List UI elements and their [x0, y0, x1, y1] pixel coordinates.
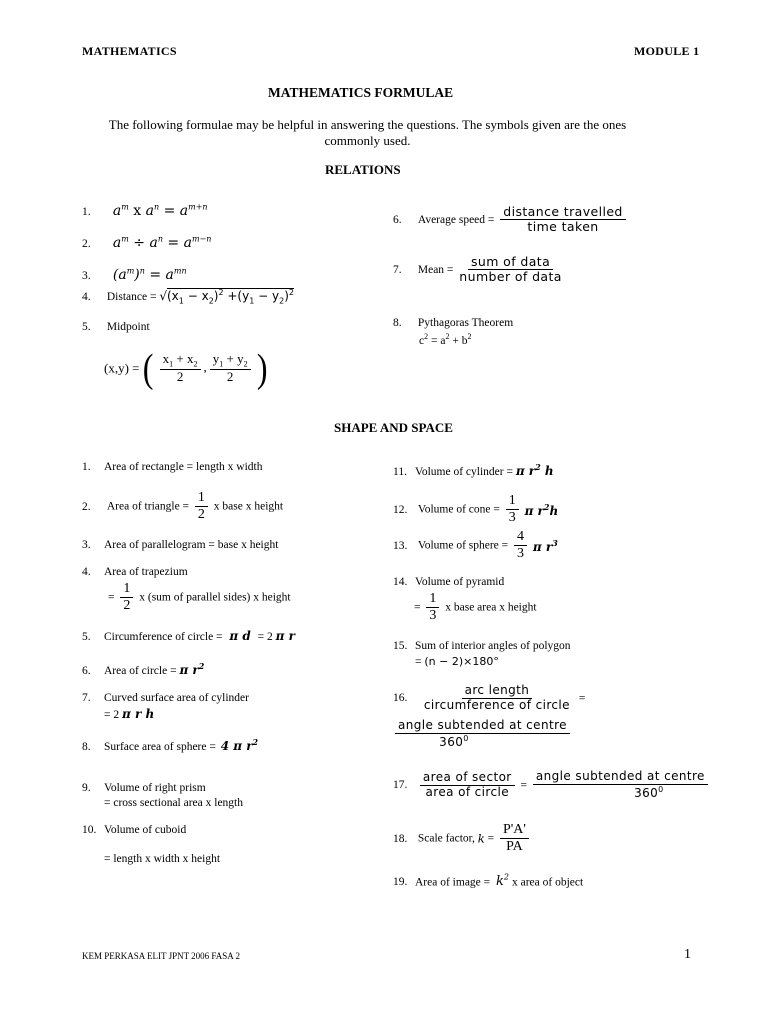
- third-fraction: $\frac{1}{3}$: [506, 493, 519, 526]
- shape-8: [82, 737, 258, 753]
- shape-2-num: 2.: [82, 500, 91, 513]
- shape-13: [393, 529, 558, 562]
- formula-power-division: $a^m \div a^n = a^{m-n}$: [112, 234, 212, 251]
- pythagoras-label: Pythagoras Theorem: [417, 317, 514, 329]
- scale-factor-fraction: [500, 822, 529, 855]
- cuboid-label: Volume of cuboid: [104, 824, 187, 836]
- triangle-area-rest: x base x height: [213, 500, 284, 513]
- pyramid-third-fraction: $\frac{1}{3}$: [426, 591, 439, 624]
- midpoint-x-fraction: $\frac{x_1 + x_2}{2}$: [160, 352, 201, 385]
- relation-4-num: 4.: [82, 291, 91, 303]
- relation-6-num: 6.: [393, 213, 402, 226]
- shape-3-num: 3.: [82, 539, 91, 551]
- formula-midpoint: (x,y) = ( $\frac{x_1 + x_2}{2}$ , $\frac{y_1 + y_2}{2}$ ): [104, 345, 268, 391]
- arc-denominator: circumference of circle: [423, 697, 570, 712]
- sector-angle-fraction: $\frac{\text{angle subtended at centre}}{360^0}$: [533, 770, 708, 801]
- trapezium-formula: = $\frac{1}{2}$ x (sum of parallel sides) x height: [108, 581, 291, 614]
- formula-power-product: $a^m$ x $a^n = a^{m+n}$: [112, 202, 208, 219]
- formula-circle-area: π $r^2$: [179, 661, 205, 677]
- shape-12-num: 12.: [393, 503, 408, 516]
- relation-5: [82, 321, 150, 333]
- relation-3-num: 3.: [82, 269, 91, 282]
- shape-8-num: 8.: [82, 741, 91, 753]
- relation-1: [82, 202, 208, 219]
- shape-1-num: 1.: [82, 461, 91, 473]
- shape-7-num: 7.: [82, 692, 91, 704]
- average-speed-fraction: [500, 205, 626, 235]
- half-fraction: $\frac{1}{2}$: [195, 490, 208, 523]
- shape-11-num: 11.: [393, 466, 407, 478]
- arc-angle-fraction: $\frac{\text{angle subtended at centre}}{360^0}$: [395, 719, 570, 750]
- midpoint-label: Midpoint: [106, 321, 150, 333]
- shape-13-num: 13.: [393, 539, 408, 552]
- formula-sphere-volume: π $r^3$: [532, 537, 558, 554]
- pyramid-rest: x base area x height: [445, 601, 537, 614]
- relation-7: [393, 255, 568, 285]
- pyramid-label: Volume of pyramid: [415, 576, 505, 588]
- rectangle-area-text: Area of rectangle = length x width: [104, 461, 263, 473]
- header-module: MODULE 1: [634, 44, 700, 58]
- midpoint-lhs: (x,y) =: [104, 360, 140, 376]
- sector-numerator: area of sector: [420, 771, 515, 786]
- shape-4: [82, 566, 188, 578]
- formula-pythagoras: $c^2 = a^2 + b^2$: [419, 332, 472, 347]
- trapezium-rest: x (sum of parallel sides) x height: [139, 591, 291, 604]
- relation-6: [393, 205, 629, 235]
- shape-5: 5. Circumference of circle = π d = 2 π r: [82, 629, 295, 643]
- polygon-angles-label: Sum of interior angles of polygon: [415, 640, 571, 652]
- relation-7-num: 7.: [393, 263, 402, 276]
- shape-3: [82, 539, 278, 551]
- shape-16: 16. $\frac{\text{arc length}}{\text{circumference of circle}}$ =: [393, 683, 586, 712]
- formula-sphere-surface: 4 π $r^2$: [220, 737, 259, 753]
- pyramid-formula: = $\frac{1}{3}$ x base area x height: [414, 591, 537, 624]
- relation-8-num: 8.: [393, 317, 402, 329]
- midpoint-y-fraction: $\frac{y_1 + y_2}{2}$: [210, 352, 251, 385]
- scale-factor-label: Scale factor,: [417, 832, 475, 845]
- shape-7: [82, 692, 249, 704]
- trapezium-half-fraction: $\frac{1}{2}$: [120, 581, 133, 614]
- shape-15-num: 15.: [393, 640, 408, 652]
- shape-2: [82, 490, 283, 523]
- shape-1: [82, 461, 262, 473]
- sphere-surface-label: Surface area of sphere =: [104, 741, 216, 753]
- sector-denominator: area of circle: [425, 784, 509, 799]
- shape-4-num: 4.: [82, 566, 91, 578]
- page-number: 1: [684, 947, 691, 962]
- cone-volume-label: Volume of cone =: [417, 503, 500, 516]
- relation-8: [393, 317, 513, 329]
- shape-6-num: 6.: [82, 665, 91, 677]
- shape-9: [82, 782, 206, 794]
- formula-cone-volume: π $r^2h$: [524, 501, 559, 518]
- cylinder-volume-label: Volume of cylinder =: [415, 466, 513, 478]
- trapezium-label: Area of trapezium: [104, 566, 188, 578]
- shape-19-num: 19.: [393, 876, 408, 889]
- average-speed-denominator: time taken: [527, 219, 599, 235]
- shape-10: [82, 824, 186, 836]
- formula-cylinder-volume: π $r^2$ h: [515, 462, 554, 478]
- header-subject: MATHEMATICS: [82, 44, 177, 58]
- circumference-label: Circumference of circle =: [104, 631, 223, 643]
- formula-curved-surface: = 2 π r h: [104, 707, 155, 721]
- shape-10-num: 10.: [82, 824, 97, 836]
- arc-angle-numerator: angle subtended at centre: [395, 719, 570, 734]
- shape-5-num: 5.: [82, 631, 91, 643]
- relation-3: [82, 266, 187, 283]
- shape-space-heading: SHAPE AND SPACE: [334, 420, 453, 435]
- shape-15: [393, 640, 571, 652]
- shape-17: 17. $\frac{\text{area of sector}}{\text{area of circle}}$ = $\frac{\text{angle subtended at centre}}{360^0}$: [393, 770, 711, 801]
- formula-distance: $√(x_1 - x_2)^2 +(y_1 - y_2)^2$: [159, 288, 294, 306]
- mean-fraction: [456, 255, 565, 285]
- relation-1-num: 1.: [82, 205, 91, 218]
- sphere-volume-label: Volume of sphere =: [417, 539, 509, 552]
- prism-formula: = cross sectional area x length: [104, 797, 244, 809]
- triangle-area-label: Area of triangle =: [106, 500, 190, 513]
- image-area-rest: x area of object: [512, 876, 584, 889]
- relation-4: [82, 288, 294, 305]
- arc-numerator: arc length: [462, 684, 533, 699]
- image-area-label: Area of image =: [415, 876, 491, 889]
- shape-9-num: 9.: [82, 782, 91, 794]
- average-speed-numerator: distance travelled: [500, 205, 626, 220]
- scale-factor-numerator: P'A': [500, 822, 529, 839]
- shape-12: [393, 493, 558, 526]
- formula-power-of-power: $(a^m)^n = a^{mn}$: [112, 266, 187, 283]
- distance-label: Distance =: [106, 291, 157, 303]
- circle-area-label: Area of circle =: [104, 665, 177, 677]
- footer-text: KEM PERKASA ELIT JPNT 2006 FASA 2: [82, 951, 241, 961]
- sector-fraction: [420, 771, 515, 800]
- page-title: MATHEMATICS FORMULAE: [268, 85, 454, 100]
- shape-17-num: 17.: [393, 779, 408, 792]
- relations-heading: RELATIONS: [325, 162, 401, 177]
- shape-18: 18. Scale factor, k = $\frac{P'A'}{PA}$: [393, 822, 532, 855]
- shape-16-num: 16.: [393, 692, 408, 705]
- mean-numerator: sum of data: [468, 255, 553, 270]
- average-speed-label: Average speed =: [417, 213, 495, 226]
- formula-polygon-angles: = (n − 2)×180°: [415, 655, 499, 668]
- relation-2-num: 2.: [82, 237, 91, 250]
- relation-5-num: 5.: [82, 321, 91, 333]
- formula-circumference: π d: [229, 629, 251, 643]
- mean-label: Mean =: [417, 263, 454, 276]
- four-thirds-fraction: $\frac{4}{3}$: [514, 529, 527, 562]
- shape-11: [393, 462, 554, 478]
- arc-fraction: [421, 684, 573, 713]
- relation-2: [82, 234, 211, 251]
- scale-factor-denominator: PA: [506, 839, 523, 855]
- shape-19: 19. Area of image = $k^2$ x area of object: [393, 873, 584, 890]
- cuboid-formula: = length x width x height: [104, 853, 221, 865]
- sector-angle-numerator: angle subtended at centre: [533, 770, 708, 785]
- shape-18-num: 18.: [393, 832, 408, 845]
- intro-text: The following formulae may be helpful in answering the questions. The symbols given are the ones commonly used.: [108, 117, 627, 148]
- parallelogram-area-text: Area of parallelogram = base x height: [104, 539, 279, 551]
- mean-denominator: number of data: [459, 269, 562, 285]
- prism-label: Volume of right prism: [104, 782, 206, 794]
- curved-surface-label: Curved surface area of cylinder: [104, 692, 249, 704]
- shape-14: [393, 576, 504, 588]
- shape-14-num: 14.: [393, 576, 408, 588]
- shape-6: [82, 661, 204, 677]
